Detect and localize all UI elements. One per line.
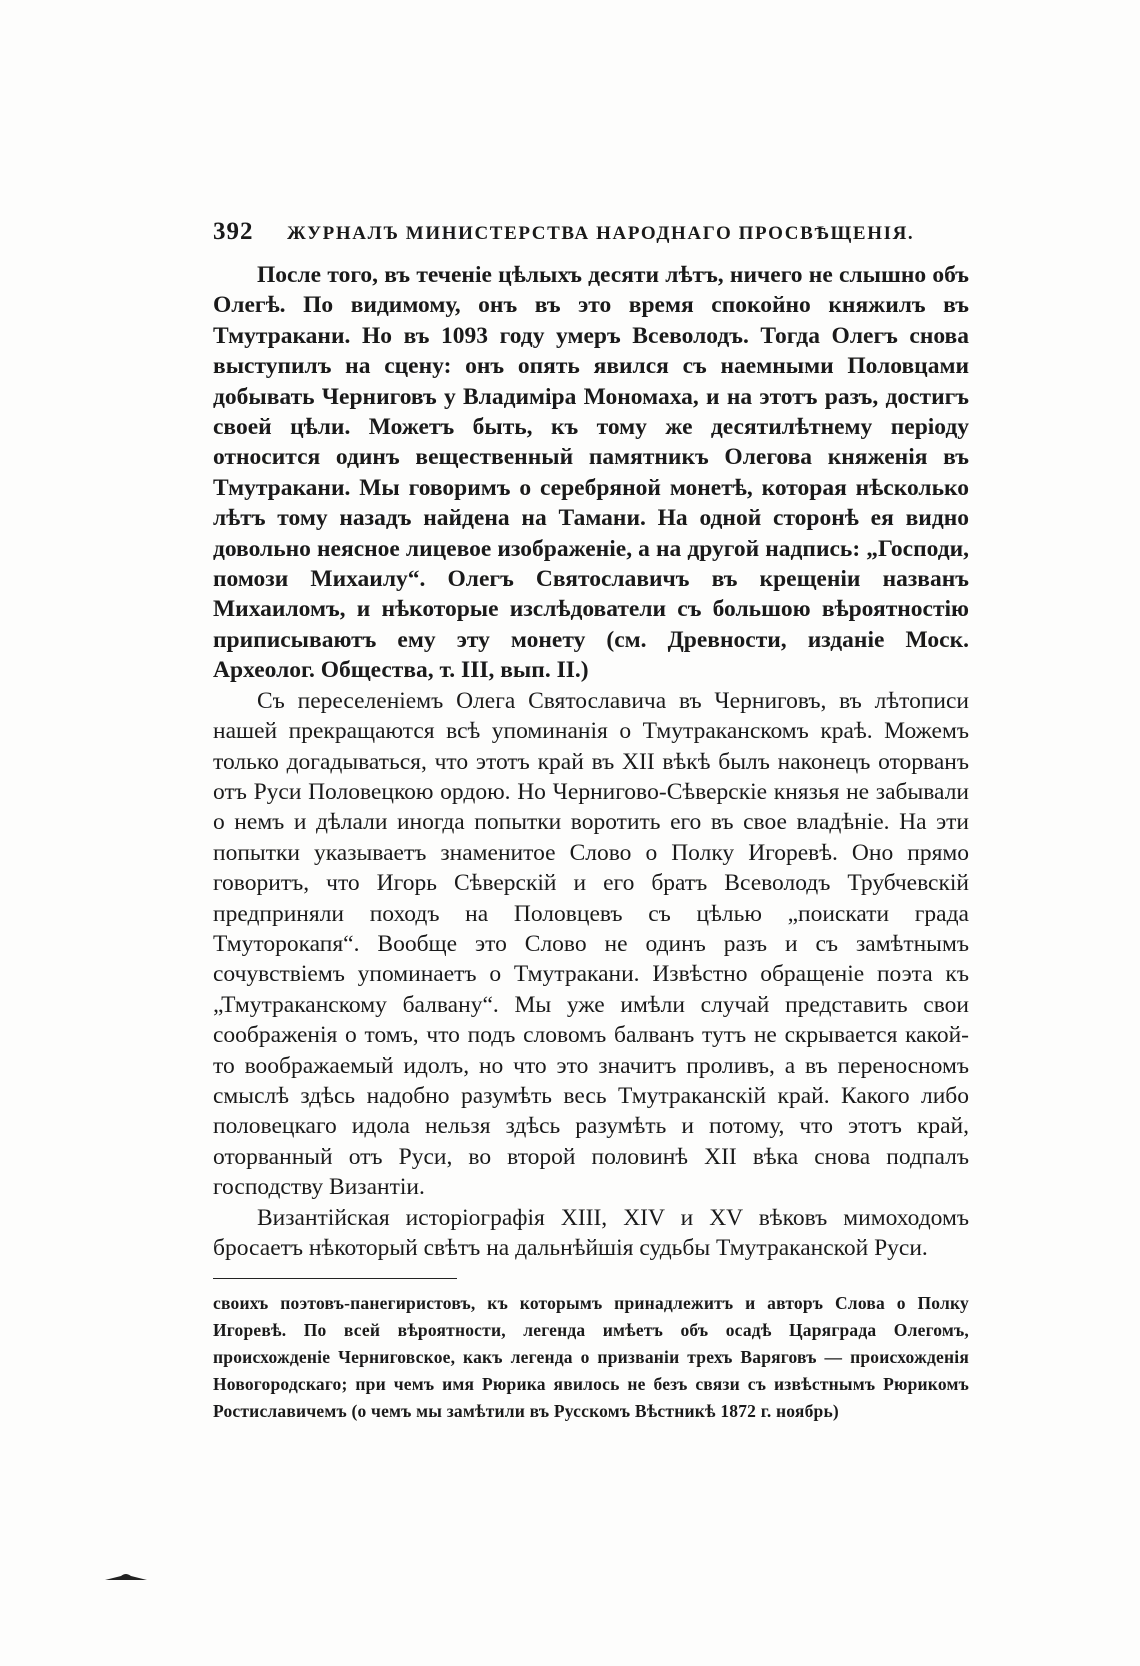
running-title: ЖУРНАЛЪ МИНИСТЕРСТВА НАРОДНАГО ПРОСВѢЩЕНІЯ. [287,223,915,244]
paragraph-1: После того, въ теченіе цѣлыхъ десяти лѣтъ, ничего не слышно объ Олегѣ. По видимому, онъ въ это время спокойно княжилъ въ Тмутракани. Но въ 1093 году умеръ Всеволодъ. Тогда Олегъ снова выступилъ на сцену: онъ опять явился съ наемными Половцами добывать Черниговъ у Владиміра Мономаха, и на этотъ разъ, достигъ своей цѣли. Можетъ быть, къ тому же десятилѣтнему періоду относится одинъ вещественный памятникъ Олегова княженія въ Тмутракани. Мы говоримъ о серебряной монетѣ, которая нѣсколько лѣтъ тому назадъ найдена на Тамани. На одной сторонѣ ея видно довольно неясное лицевое изображеніе, а на другой надпись: „Господи, помози Михаилу“. Олегъ Святославичъ въ крещеніи названъ Михаиломъ, и нѣкоторые изслѣдователи съ большою вѣроятностію приписываютъ ему эту монету (см. Древности, изданіе Моск. Археолог. Общества, т. III, вып. II.) [213,262,969,684]
footnote-divider [213,1278,457,1279]
paragraph-2: Съ переселеніемъ Олега Святославича въ Черниговъ, въ лѣтописи нашей прекращаются всѣ упоминанія о Тмутраканскомъ краѣ. Можемъ только догадываться, что этотъ край въ XII вѣкѣ былъ наконецъ оторванъ отъ Руси Половецкою ордою. Но Черниговo-Сѣверскіе князья не забывали о немъ и дѣлали иногда попытки воротить его въ свое владѣніе. На эти попытки указываетъ знаменитое Слово о Полку Игоревѣ. Оно прямо говоритъ, что Игорь Сѣверскій и его братъ Всеволодъ Трубчевскій предприняли походъ на Половцевъ съ цѣлью „поискати града Тмуторокапя“. Вообще это Слово не одинъ разъ и съ замѣтнымъ сочувствіемъ упоминаетъ о Тмутракани. Извѣстно обращеніе поэта къ „Тмутраканскому балвану“. Мы уже имѣли случай представить свои соображенія о томъ, что подъ словомъ балванъ тутъ не скрывается какой-то воображаемый идолъ, но что это значитъ проливъ, а въ переносномъ смыслѣ здѣсь надобно разумѣть весь Тмутраканскій край. Какого либо половецкаго идола нельзя здѣсь разумѣть и потому, что этотъ край, оторванный отъ Руси, во второй половинѣ XII вѣка снова подпалъ господству Византіи. [213,687,969,1201]
page-header [213,218,969,258]
page-number: 392 [213,218,254,245]
body-text [213,260,969,1263]
paragraph-3: Византійская исторіографія XIII, XIV и XV вѣковъ мимоходомъ бросаетъ нѣкоторый свѣтъ на дальнѣйшія судьбы Тмутраканской Руси. [213,1204,969,1261]
margin-mark-icon [105,1572,147,1582]
footnote-text: своихъ поэтовъ-панегиристовъ, къ которымъ принадлежитъ и авторъ Слова о Полку Игоревѣ. По всей вѣроятности, легенда имѣетъ объ осадѣ Царяграда Олегомъ, происхожденіе Черниговское, какъ легенда о призваніи трехъ Варяговъ — происхожденія Новогородскаго; при чемъ имя Рюрика явилось не безъ связи съ извѣстнымъ Рюрикомъ Ростиславичемъ (о чемъ мы замѣтили въ Русскомъ Вѣстникѣ 1872 г. ноябрь) [213,1293,969,1421]
footnote [213,1290,969,1425]
